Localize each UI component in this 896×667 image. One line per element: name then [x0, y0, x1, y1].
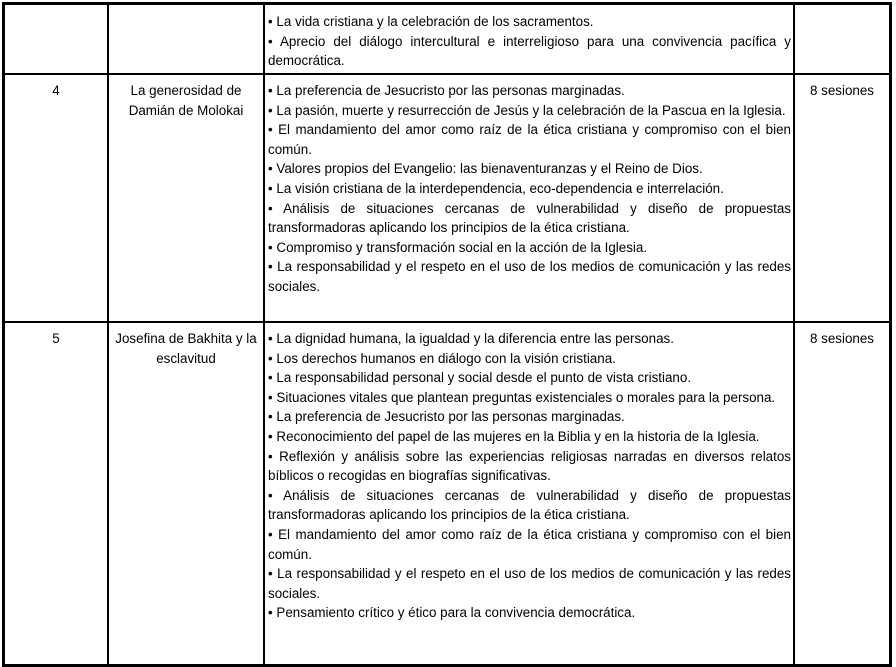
list-item: • La responsabilidad y el respeto en el uso de los medios de comunicación y las redes sociales.: [268, 257, 791, 296]
list-item: • Reflexión y análisis sobre las experiencias religiosas narradas en diversos relatos bíblicos o recogidas en biografías significativas.: [268, 447, 791, 486]
list-item: • La visión cristiana de la interdependencia, eco-dependencia e interrelación.: [268, 179, 791, 199]
unit-title-cell: La generosidad de Damián de Molokai: [108, 74, 264, 322]
unit-number-cell: 4: [4, 74, 108, 322]
list-item: • El mandamiento del amor como raíz de la ética cristiana y compromiso con el bien común.: [268, 120, 791, 159]
list-item: • La preferencia de Jesucristo por las personas marginadas.: [268, 81, 791, 101]
unit-title-cell: [108, 4, 264, 74]
list-item: • El mandamiento del amor como raíz de la ética cristiana y compromiso con el bien común.: [268, 525, 791, 564]
list-item: • Los derechos humanos en diálogo con la visión cristiana.: [268, 349, 791, 369]
list-item: • La preferencia de Jesucristo por las personas marginadas.: [268, 407, 791, 427]
list-item: • Análisis de situaciones cercanas de vulnerabilidad y diseño de propuestas transformadoras aplicando los principios de la ética cristiana.: [268, 199, 791, 238]
unit-contents-cell: [264, 74, 794, 322]
unit-sessions-cell: [794, 4, 890, 74]
list-item: • La pasión, muerte y resurrección de Jesús y la celebración de la Pascua en la Iglesia.: [268, 101, 791, 121]
table-row: [4, 322, 890, 665]
list-item: • Pensamiento crítico y ético para la convivencia democrática.: [268, 603, 791, 623]
list-item: • Situaciones vitales que plantean preguntas existenciales o morales para la persona.: [268, 388, 791, 408]
list-item: • Compromiso y transformación social en la acción de la Iglesia.: [268, 238, 791, 258]
unit-number-cell: 5: [4, 322, 108, 665]
unit-sessions-cell: 8 sesiones: [794, 74, 890, 322]
list-item: • Reconocimiento del papel de las mujeres en la Biblia y en la historia de la Iglesia.: [268, 427, 791, 447]
table-row: [4, 4, 890, 74]
list-item: • La dignidad humana, la igualdad y la diferencia entre las personas.: [268, 329, 791, 349]
unit-contents-cell: [264, 322, 794, 665]
table-row: [4, 74, 890, 322]
list-item: • La responsabilidad y el respeto en el uso de los medios de comunicación y las redes sociales.: [268, 564, 791, 603]
list-item: • Análisis de situaciones cercanas de vulnerabilidad y diseño de propuestas transformadoras aplicando los principios de la ética cristiana.: [268, 486, 791, 525]
list-item: • La responsabilidad personal y social desde el punto de vista cristiano.: [268, 368, 791, 388]
list-item: • Aprecio del diálogo intercultural e interreligioso para una convivencia pacífica y democrática.: [268, 32, 791, 71]
list-item: • Valores propios del Evangelio: las bienaventuranzas y el Reino de Dios.: [268, 159, 791, 179]
unit-title-cell: Josefina de Bakhita y la esclavitud: [108, 322, 264, 665]
unit-number-cell: [4, 4, 108, 74]
unit-sessions-cell: 8 sesiones: [794, 322, 890, 665]
list-item: • La vida cristiana y la celebración de los sacramentos.: [268, 12, 791, 32]
units-table: [2, 2, 892, 667]
unit-contents-cell: [264, 4, 794, 74]
